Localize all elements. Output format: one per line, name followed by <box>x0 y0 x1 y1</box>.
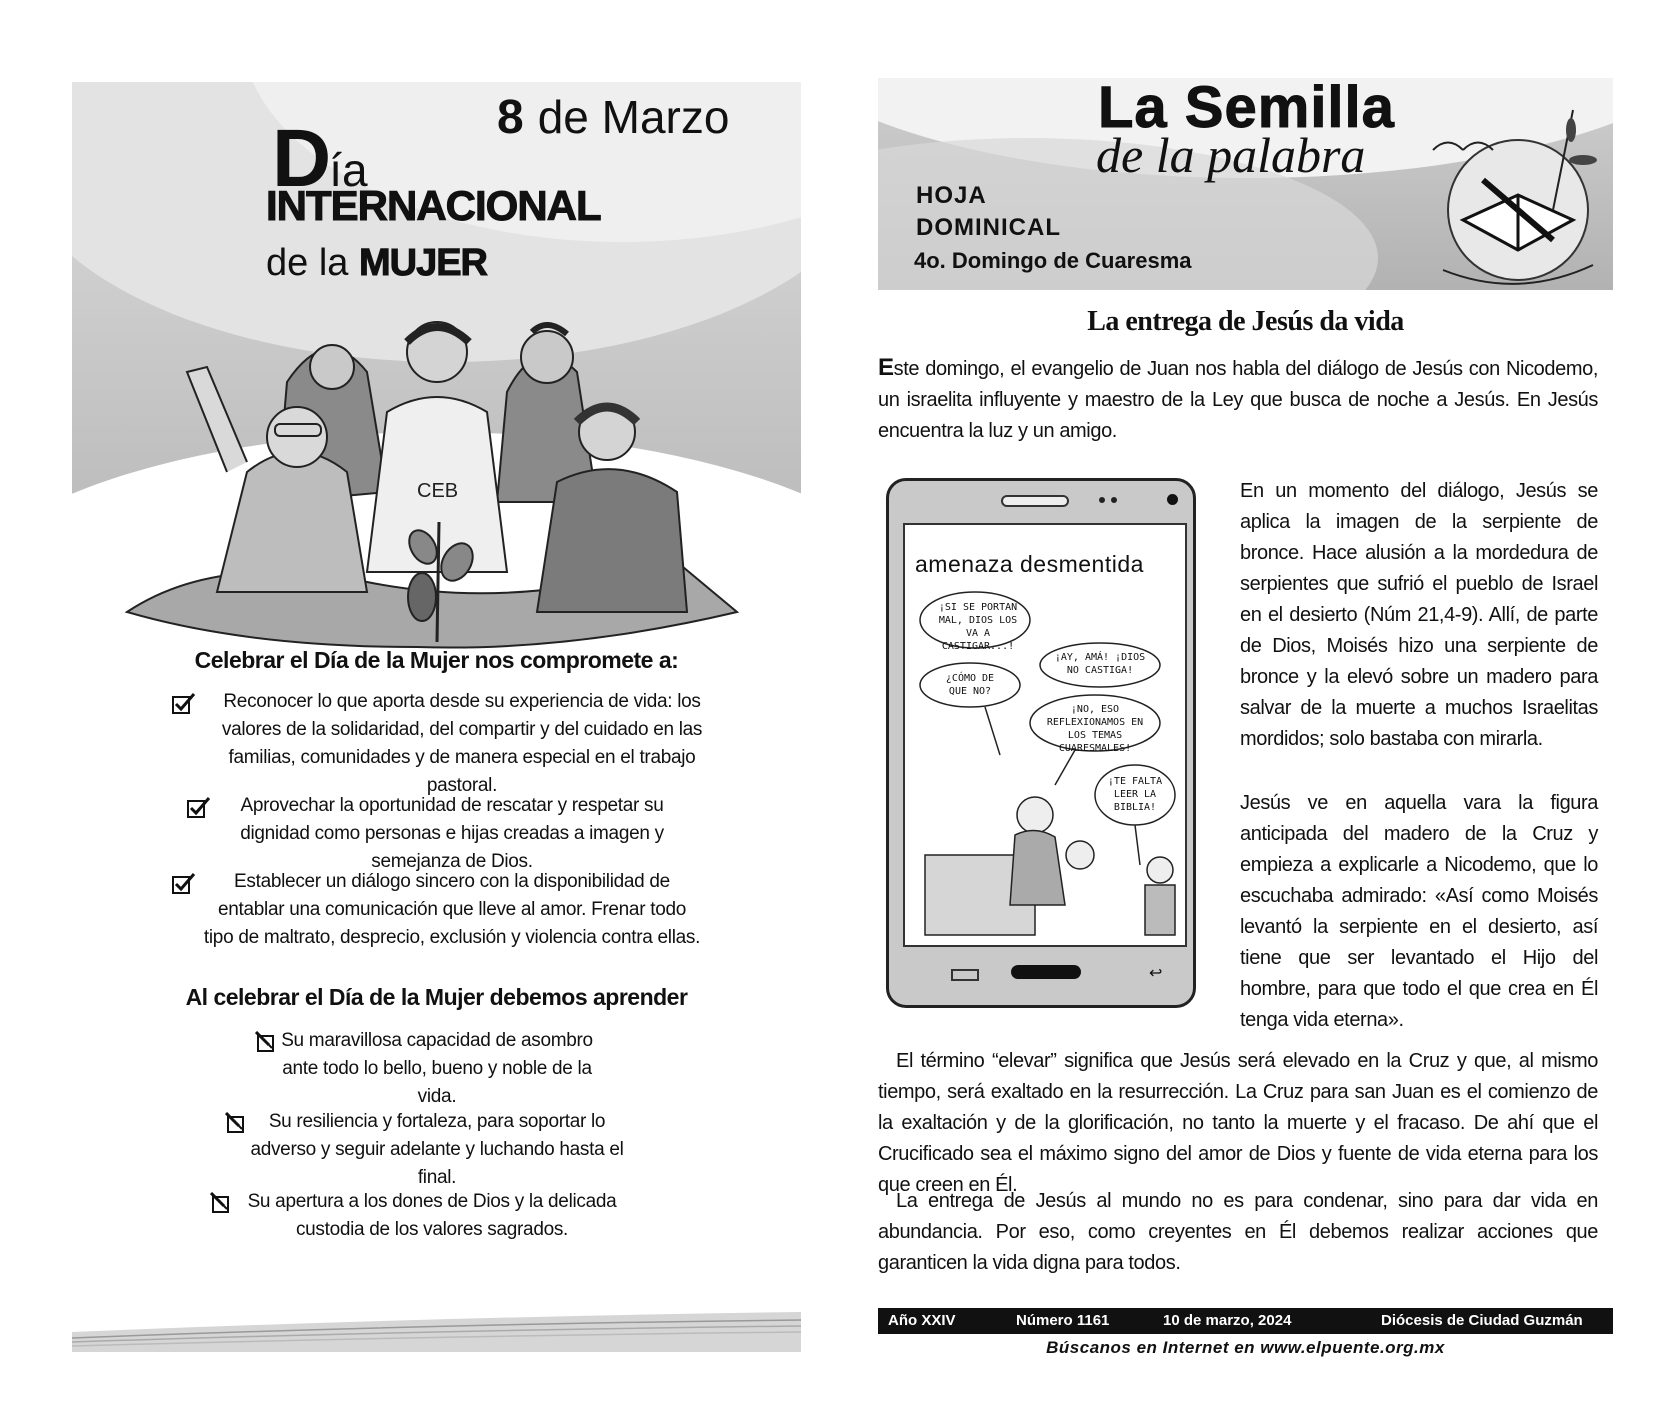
cartoon-title: amenaza desmentida <box>915 551 1144 577</box>
date-label <box>497 90 729 145</box>
commitment-text: Reconocer lo que aporta desde su experiencia de vida: los valores de la solidaridad, del compartir y del cuidado en las familias, comunidades y de manera especial en el trabajo pastoral. <box>221 691 703 796</box>
speech-bubble: ¡AY, AMÁ! ¡DIOS NO CASTIGA! <box>1054 652 1146 676</box>
back-icon: ↩ <box>1149 965 1163 982</box>
sunday-label: 4o. Domingo de Cuaresma <box>914 248 1192 273</box>
lesson-item <box>247 1108 627 1192</box>
website-line: Búscanos en Internet en www.elpuente.org.mx <box>1046 1338 1445 1357</box>
lesson-item <box>277 1027 597 1111</box>
bible-wheat-logo-icon <box>1423 100 1603 285</box>
intro-text: ste domingo, el evangelio de Juan nos habla del diálogo de Jesús con Nicodemo, un israelita influyente y maestro de la Ley que busca de noche a Jesús. En Jesús encuentra la luz y un amigo. <box>878 358 1598 442</box>
issue-year: Año XXIV <box>888 1312 956 1329</box>
phone-screen <box>903 523 1187 947</box>
issue-number: Número 1161 <box>1016 1312 1110 1329</box>
mujer-title <box>266 242 487 285</box>
date-month: de Marzo <box>537 91 730 143</box>
lesson-text: Su apertura a los dones de Dios y la delicada custodia de los valores sagrados. <box>247 1191 617 1240</box>
publication-subtitle: de la palabra <box>1096 127 1366 183</box>
drop-cap: E <box>878 354 894 381</box>
lesson-text: Su maravillosa capacidad de asombro ante todo lo bello, bueno y noble de la vida. <box>281 1030 593 1107</box>
right-page <box>878 78 1613 1368</box>
lessons-heading: Al celebrar el Día de la Mujer debemos aprender <box>185 984 688 1010</box>
commitment-item <box>202 868 702 952</box>
paragraph-3: Jesús ve en aquella vara la figura anticipada del madero de la Cruz y empieza a explicarle a Nicodemo, que lo escuchaba admirado: «Así como Moisés levantó la serpiente en el desierto, así tiene que ser levantado el Hijo del hombre, para que todo el que crea en Él tenga vida eterna». <box>1240 792 1598 1031</box>
intro-paragraph <box>878 352 1598 447</box>
lesson-item <box>232 1188 632 1244</box>
paragraph-5: La entrega de Jesús al mundo no es para condenar, sino para dar vida en abundancia. Por eso, como creyentes en Él debemos realizar acciones que garanticen la vida digna para todos. <box>878 1190 1598 1274</box>
dia-rest: ía <box>329 144 368 196</box>
checkbox-checked-icon <box>172 872 196 894</box>
dia-initial: D <box>272 113 330 204</box>
dominical-label: DOMINICAL <box>916 214 1061 241</box>
masthead <box>878 78 1613 290</box>
checkbox-checked-icon <box>187 796 211 818</box>
diocese: Diócesis de Ciudad Guzmán <box>1381 1312 1583 1329</box>
commitment-item <box>217 792 687 876</box>
womens-day-banner <box>72 82 801 672</box>
speech-bubble: ¡TE FALTA LEER LA BIBLIA! <box>1107 776 1163 813</box>
speech-bubble: ¿CÓMO DE QUE NO? <box>945 673 995 697</box>
publication-title: La Semilla <box>1098 78 1395 140</box>
checkbox-checked-icon <box>172 692 196 714</box>
hoja-label: HOJA <box>916 182 987 209</box>
lesson-text: Su resiliencia y fortaleza, para soportar lo adverso y seguir adelante y luchando hasta el final. <box>250 1111 624 1188</box>
ceb-text: CEB <box>417 480 459 502</box>
issue-date: 10 de marzo, 2024 <box>1163 1312 1292 1329</box>
decorative-footer-wave <box>72 1312 801 1352</box>
phone-cartoon <box>886 478 1196 1008</box>
community-illustration <box>117 312 757 652</box>
internacional-title: INTERNACIONAL <box>266 182 601 229</box>
commitment-text: Establecer un diálogo sincero con la disponibilidad de entablar una comunicación que lleve al amor. Frenar todo tipo de maltrato, desprecio, exclusión y violencia contra ellas. <box>203 871 701 948</box>
de-la-label: de la <box>266 242 349 284</box>
phone-frame <box>886 478 1196 1008</box>
speech-bubble: ¡SI SE PORTAN MAL, DIOS LOS VA A CASTIGAR...! <box>938 602 1018 652</box>
paragraph-2: En un momento del diálogo, Jesús se aplica la imagen de la serpiente de bronce. Hace alusión a la mordedura de serpientes que sufrió el pueblo de Israel en el desierto (Núm 21,4-9). Allí, de parte de Dios, Moisés hizo una serpiente de bronce y la elevó sobre un madero para salvar de la muerte a muchos Israelitas mordidos; solo bastaba con mirarla. <box>1240 480 1598 750</box>
speech-bubble: ¡NO, ESO REFLEXIONAMOS EN LOS TEMAS CUARESMALES! <box>1046 704 1144 754</box>
commitment-text: Aprovechar la oportunidad de rescatar y respetar su dignidad como personas e hijas creadas a imagen y semejanza de Dios. <box>240 795 664 872</box>
commitments-heading: Celebrar el Día de la Mujer nos compromete a: <box>194 647 679 673</box>
paragraph-4: El término “elevar” significa que Jesús será elevado en la Cruz y que, al mismo tiempo, será exaltado en la resurrección. La Cruz para san Juan es el comienzo de la exaltación y de la glorificación, no tanto la muerte y el fracaso. De ahí que el Crucificado sea el máximo signo del amor de Dios y fuente de vida eterna para los que creen en Él. <box>878 1050 1598 1196</box>
pencil-checkbox-icon <box>210 1192 234 1214</box>
mujer-word: MUJER <box>358 242 487 284</box>
left-page <box>72 82 801 1352</box>
issue-info-bar <box>878 1308 1613 1334</box>
date-number: 8 <box>497 91 524 144</box>
article-title: La entrega de Jesús da vida <box>1087 306 1404 337</box>
commitment-item <box>202 688 722 800</box>
pencil-checkbox-icon <box>225 1112 249 1134</box>
pencil-checkbox-icon <box>255 1031 279 1053</box>
